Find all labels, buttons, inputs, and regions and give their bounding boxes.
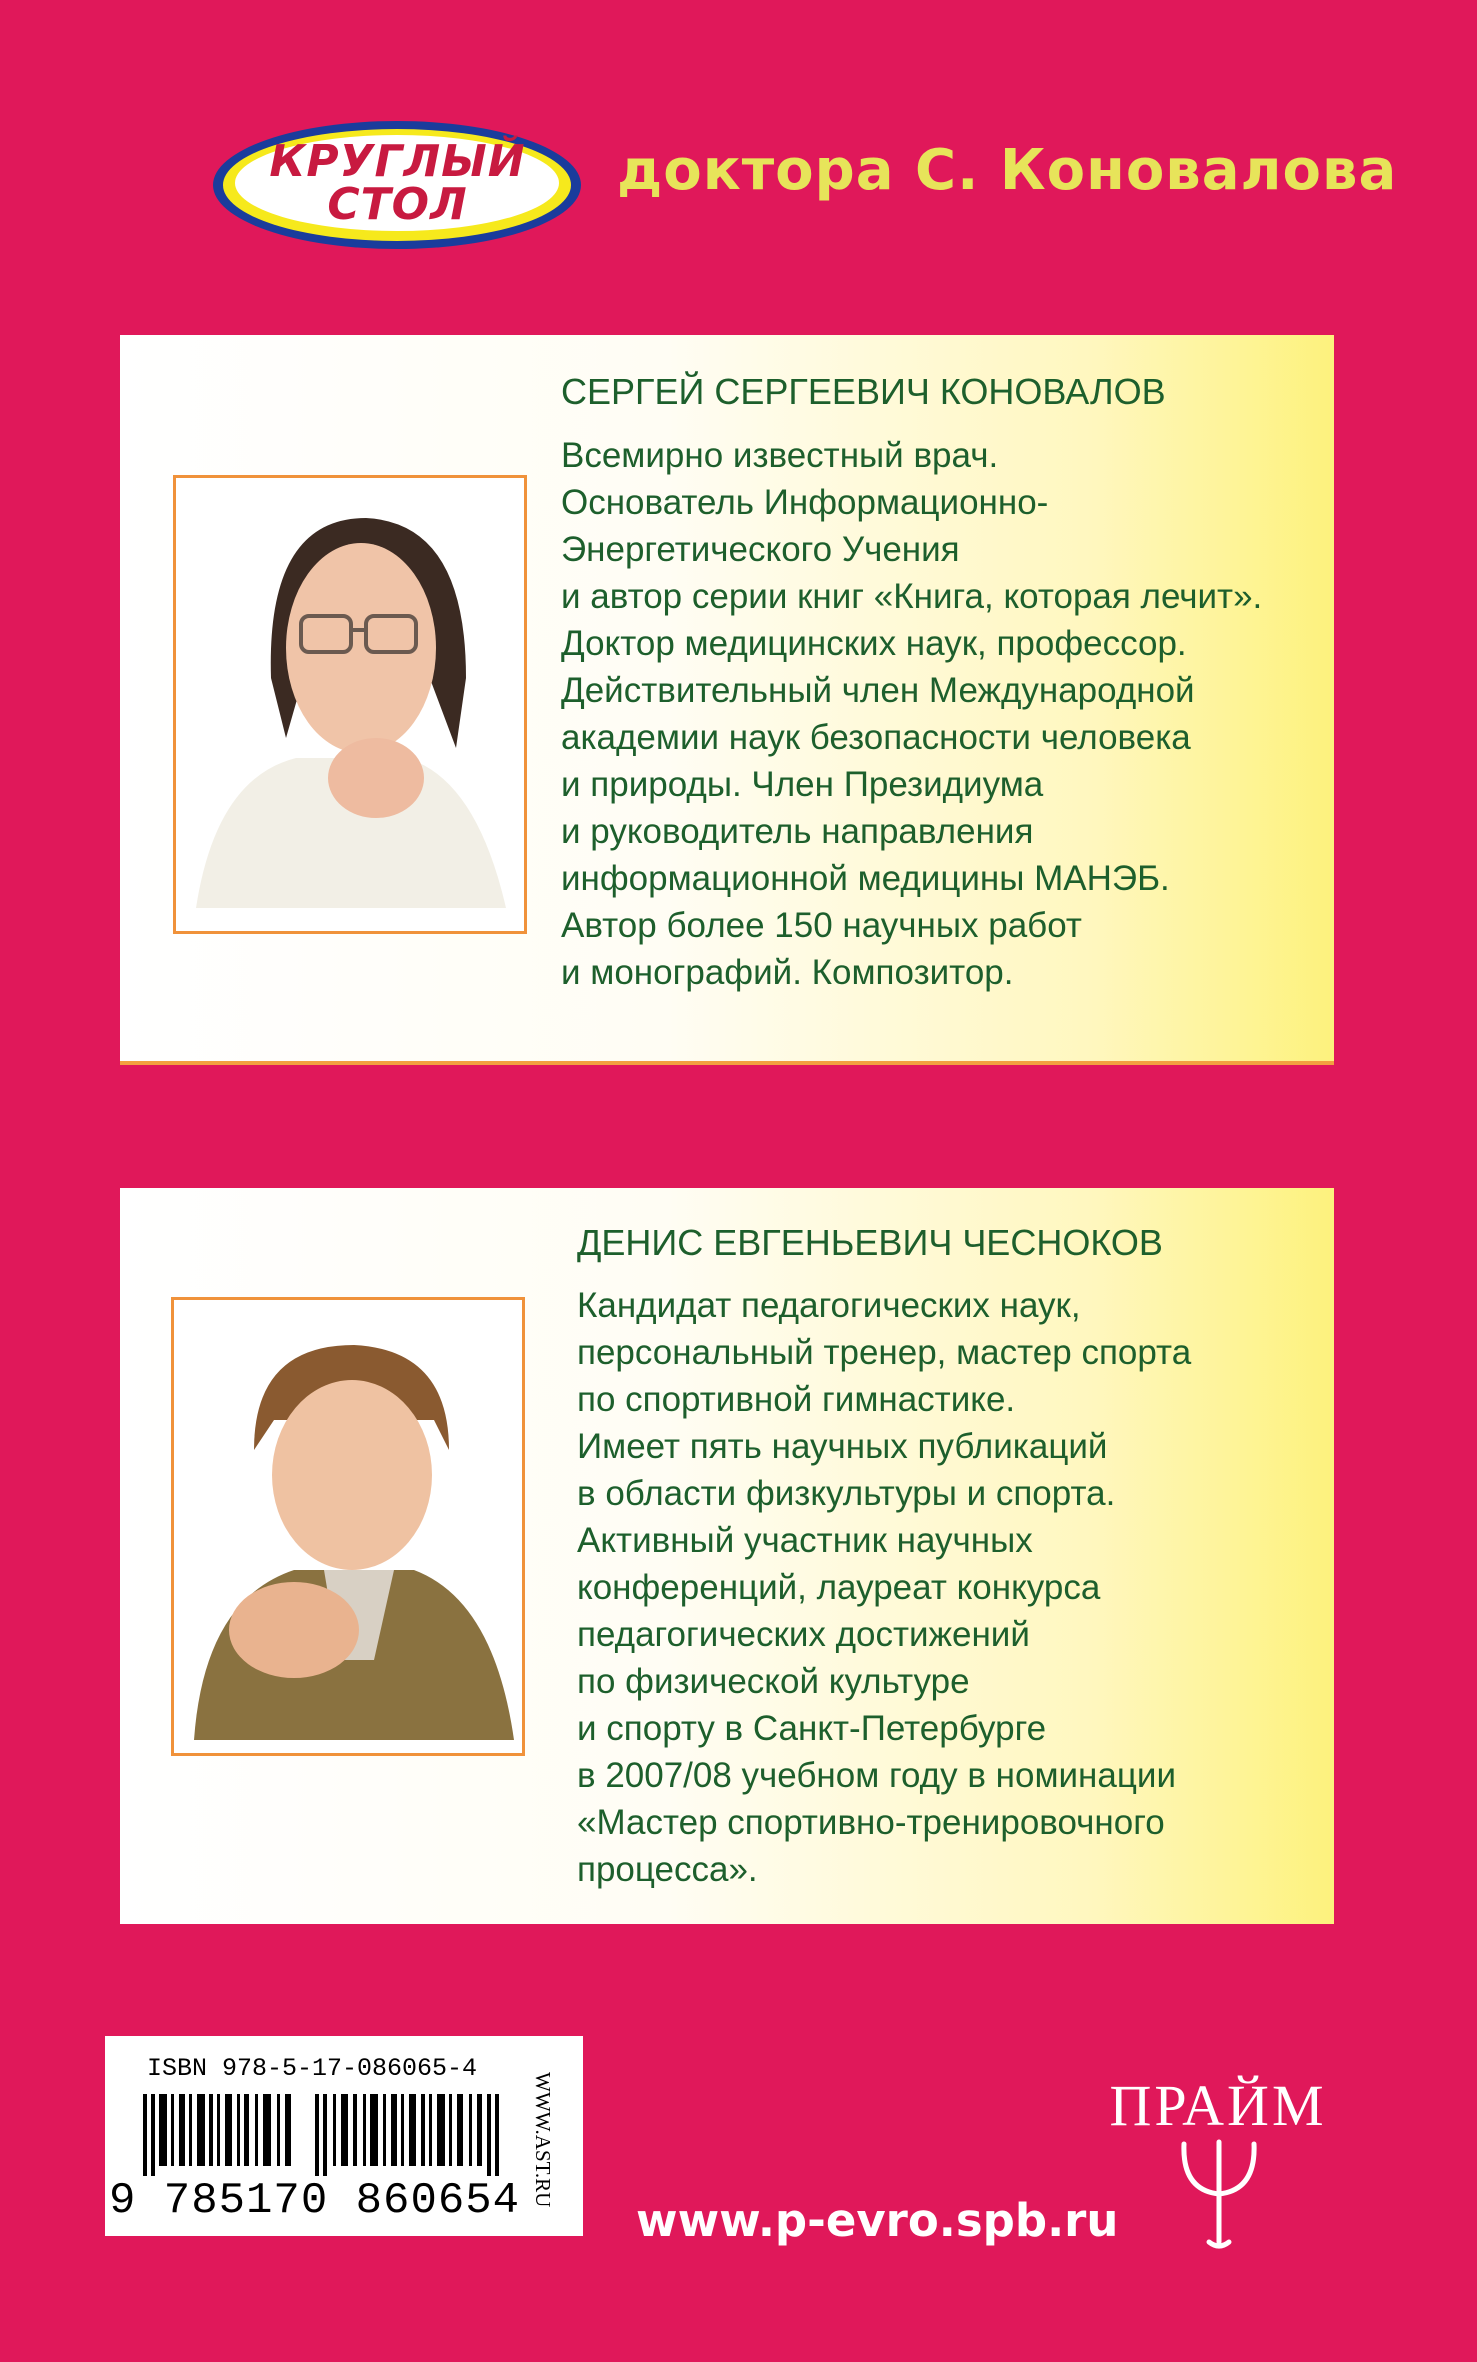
bio-line: и спорту в Санкт-Петербурге [577, 1709, 1047, 1748]
bio-line: Действительный член Международной [561, 671, 1195, 710]
bio-line: конференций, лауреат конкурса [577, 1568, 1101, 1607]
bio-line: академии наук безопасности человека [561, 718, 1191, 757]
series-logo-line-1: КРУГЛЫЙ [269, 136, 526, 187]
author-photo-chesnokov [171, 1297, 525, 1756]
series-logo-line-2: СТОЛ [327, 179, 468, 230]
bio-line: Автор более 150 научных работ [561, 906, 1082, 945]
bio-line: Энергетического Учения [561, 530, 960, 569]
bio-line: процесса». [577, 1850, 758, 1889]
author-panel-konovalov [120, 335, 1334, 1065]
bio-line: и природы. Член Президиума [561, 765, 1044, 804]
author-bio [561, 432, 1262, 996]
barcode-digits: 9 785170 860654 [109, 2176, 521, 2226]
bio-line: и монографий. Композитор. [561, 953, 1014, 992]
bio-line: персональный тренер, мастер спорта [577, 1333, 1192, 1372]
series-title: доктора С. Коновалова [617, 138, 1398, 203]
author-photo-konovalov [173, 475, 527, 934]
series-logo [210, 118, 585, 253]
bio-line: и руководитель направления [561, 812, 1034, 851]
bio-line: в 2007/08 учебном году в номинации [577, 1756, 1176, 1795]
publisher-name: ПРАЙМ [1109, 2073, 1327, 2138]
bio-line: «Мастер спортивно-тренировочного [577, 1803, 1165, 1842]
bio-line: по спортивной гимнастике. [577, 1380, 1016, 1419]
bio-line: в области физкультуры и спорта. [577, 1474, 1116, 1513]
author-panel-chesnokov [120, 1188, 1334, 1924]
site-url: www.p-evro.spb.ru [636, 2194, 1119, 2247]
bio-line: Имеет пять научных публикаций [577, 1427, 1108, 1466]
bio-line: педагогических достижений [577, 1615, 1030, 1654]
bio-line: по физической культуре [577, 1662, 970, 1701]
bio-line: Всемирно известный врач. [561, 436, 999, 475]
barcode-icon [143, 2094, 503, 2176]
barcode-block [105, 2036, 583, 2236]
psi-emblem-icon [1174, 2132, 1264, 2254]
bio-line: информационной медицины МАНЭБ. [561, 859, 1170, 898]
bio-line: Доктор медицинских наук, профессор. [561, 624, 1187, 663]
publisher-url-vertical: WWW.AST.RU [531, 2072, 555, 2208]
bio-line: Активный участник научных [577, 1521, 1033, 1560]
bio-line: и автор серии книг «Книга, которая лечит». [561, 577, 1263, 616]
isbn-text: ISBN 978-5-17-086065-4 [147, 2054, 478, 2083]
author-bio [577, 1282, 1191, 1893]
bio-line: Основатель Информационно- [561, 483, 1049, 522]
publisher-logo [1088, 2072, 1348, 2262]
bio-line: Кандидат педагогических наук, [577, 1286, 1081, 1325]
author-name: СЕРГЕЙ СЕРГЕЕВИЧ КОНОВАЛОВ [561, 371, 1166, 412]
author-name: ДЕНИС ЕВГЕНЬЕВИЧ ЧЕСНОКОВ [577, 1222, 1163, 1263]
